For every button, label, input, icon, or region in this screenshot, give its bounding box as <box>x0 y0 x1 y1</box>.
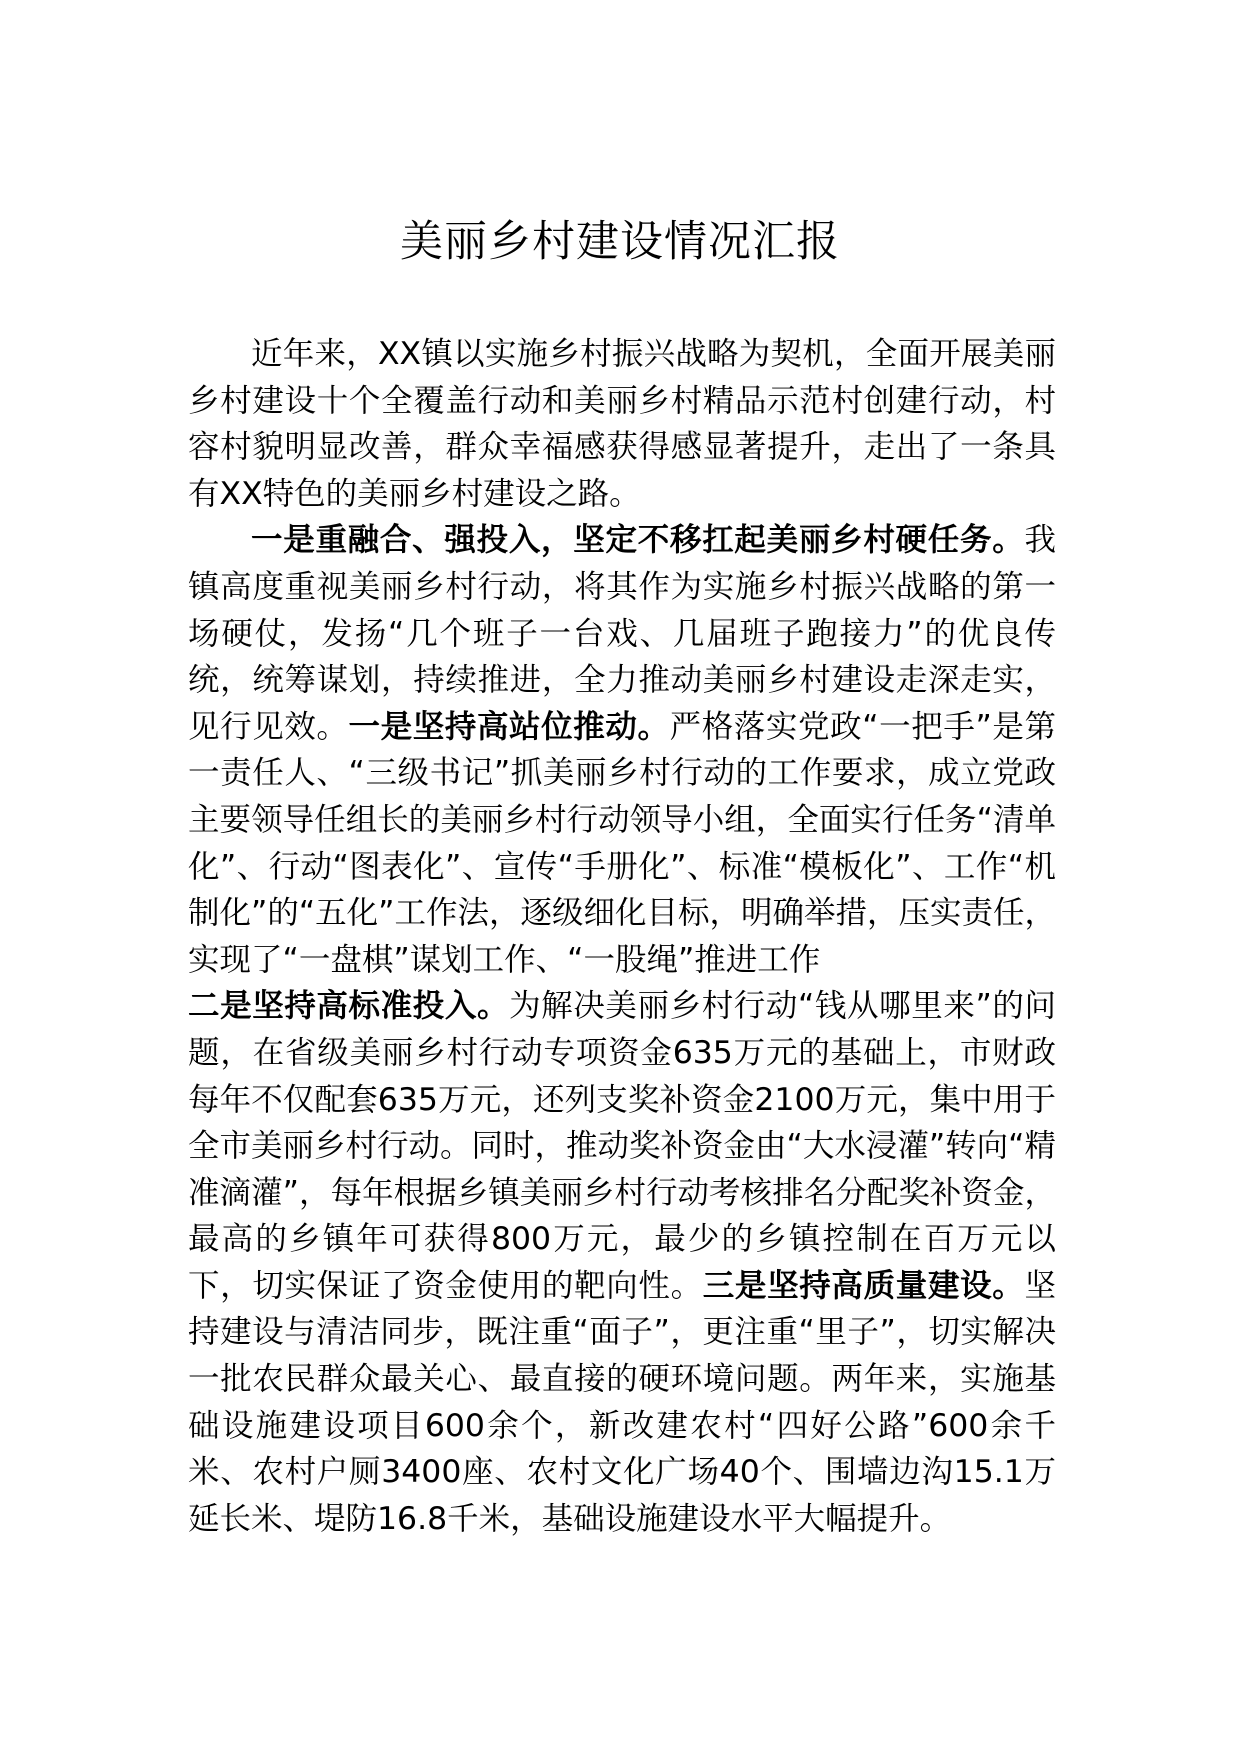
intro-text: 近年来，XX镇以实施乡村振兴战略为契机，全面开展美丽乡村建设十个全覆盖行动和美丽乡村精品示范村创建行动，村容村貌明显改善，群众幸福感获得感显著提升，走出了一条具有XX特色的美丽乡村建设之路。 <box>188 336 1056 512</box>
document-body <box>188 331 1056 1542</box>
document-title: 美丽乡村建设情况汇报 <box>400 217 840 267</box>
section-1-lead: 我镇高度重视美丽乡村行动，将其作为实施乡村振兴战略的第一场硬仗，发扬“几个班子一台戏、几届班子跑接力”的优良传统，统筹谋划，持续推进，全力推动美丽乡村建设走深走实，见行见效。 <box>188 522 1056 745</box>
section-1-heading: 一是重融合、强投入，坚定不移扛起美丽乡村硬任务。 <box>251 522 1025 559</box>
point-1-text: 严格落实党政“一把手”是第一责任人、“三级书记”抓美丽乡村行动的工作要求，成立党政主要领导任组长的美丽乡村行动领导小组，全面实行任务“清单化”、行动“图表化”、宣传“手册化”、标准“模板化”、工作“机制化”的“五化”工作法，逐级细化目标，明确举措，压实责任，实现了“一盘棋”谋划工作、“一股绳”推进工作 <box>188 708 1056 978</box>
point-2-heading: 二是坚持高标准投入。 <box>188 988 510 1025</box>
point-3-heading: 三是坚持高质量建设。 <box>702 1267 1025 1304</box>
section-1-paragraph <box>188 517 1056 1542</box>
point-3-text: 坚持建设与清洁同步，既注重“面子”，更注重“里子”，切实解决一批农民群众最关心、最直接的硬环境问题。两年来，实施基础设施建设项目600余个，新改建农村“四好公路”600余千米、农村户厕3400座、农村文化广场40个、围墙边沟15.1万延长米、堤防16.8千米，基础设施建设水平大幅提升。 <box>188 1267 1056 1537</box>
point-1-heading: 一是坚持高站位推动。 <box>348 708 670 745</box>
point-2-text: 为解决美丽乡村行动“钱从哪里来”的问题，在省级美丽乡村行动专项资金635万元的基础上，市财政每年不仅配套635万元，还列支奖补资金2100万元，集中用于全市美丽乡村行动。同时，推动奖补资金由“大水浸灌”转向“精准滴灌”，每年根据乡镇美丽乡村行动考核排名分配奖补资金，最高的乡镇年可获得800万元，最少的乡镇控制在百万元以下，切实保证了资金使用的靶向性。 <box>188 988 1056 1304</box>
intro-paragraph <box>188 331 1056 517</box>
